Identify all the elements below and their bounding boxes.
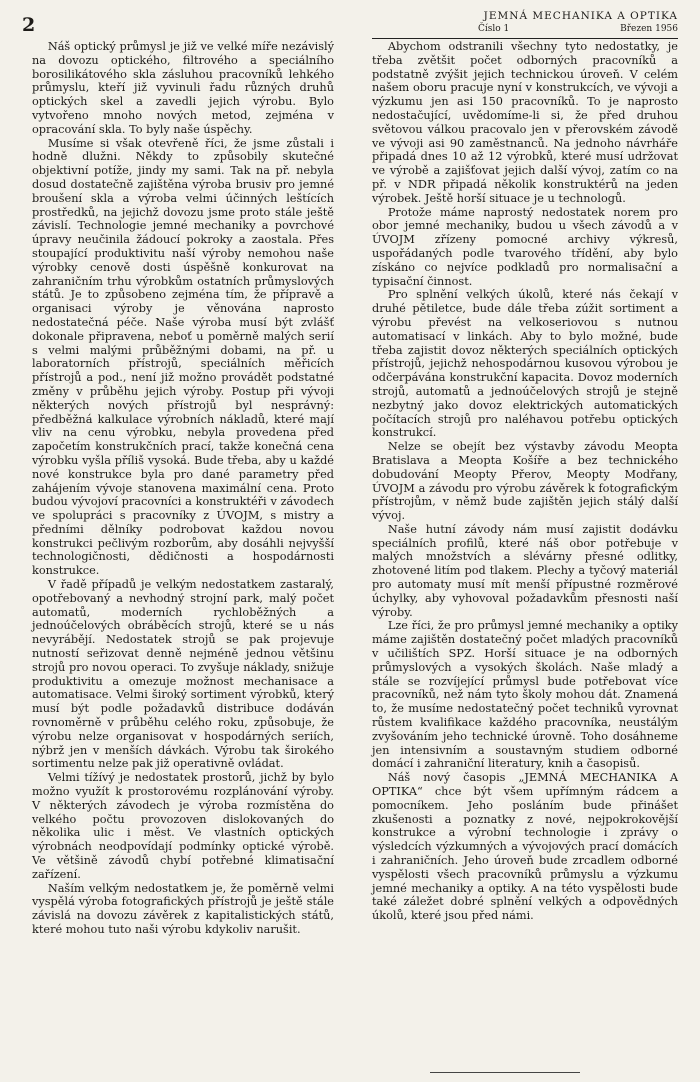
paragraph: Velmi tížívý je nedostatek prostorů, jichž by bylo možno využít k prostorovému rozplánování výroby. V některých závodech je výroba rozmístěna do velkého počtu provozoven dislokovaných do několika ulic i měst. Ve vlastních optických výrobnách neodpovídají podmínky optické výrobě. Ve většině závodů chybí potřebné klimatisační zařízení. xyxy=(32,771,334,881)
paragraph: Naším velkým nedostatkem je, že poměrně velmi vyspělá výroba fotografických přístrojů je ještě stále závislá na dovozu závěrek z kapitalistických států, které mohou tuto naši výrobu kdykoliv narušit. xyxy=(32,881,334,936)
header-rule xyxy=(372,38,678,39)
paragraph: Naše hutní závody nám musí zajistit dodávku speciálních profilů, které náš obor potřebuje v malých množstvích a slévárny přesné odlitky, zhotovené litím pod tlakem. Plechy a tyčový materiál pro automaty musí mít menší přípustné rozměrové úchylky, aby vyhovoval požadavkům přesnosti naší výroby. xyxy=(372,522,678,619)
end-rule xyxy=(430,1072,580,1073)
paragraph: Náš nový časopis „JEMNÁ MECHANIKA A OPTIKA“ chce být všem upřímným rádcem a pomocníkem. Jeho posláním bude přinášet zkušenosti a poznatky z nové, nejpokrokovější konstrukce a výrobní technologie i zprávy o výsledcích výzkumných a vývojových prací domácích i zahraničních. Jeho úroveň bude zrcadlem odborné vyspělosti všech pracovníků průmyslu a výzkumu jemné mechaniky a optiky. A na této vyspělosti bude také záležet dobré splnění velkých a odpovědných úkolů, které jsou před námi. xyxy=(372,771,678,923)
paragraph: Musíme si však otevřeně říci, že jsme zůstali i hodně dlužni. Někdy to způsobily skutečné objektivní potíže, jindy my sami. Tak na př. nebyla dosud dostatečně zajištěna výroba brusiv pro jemné broušení skla a výroba velmi účinných leštících prostředků, na jejichž dovozu jsme proto stále ještě závislí. Technologie jemné mechaniky a povrchové úpravy neučinila žádoucí pokroky a zaostala. Přes stoupající produktivitu naší výroby nemohou naše výrobky cenově dosti úspěšně konkurovat na zahraničním trhu výrobkům ostatních průmyslových států. Je to způsobeno zejména tím, že přípravě a organisaci výroby je věnována naprosto nedostatečná péče. Naše výroba musí být zvlášť dokonale připravena, neboť u poměrně malých serií s velmi malými průběžnými dobami, na př. u laboratorních přístrojů, speciálních měřicích přístrojů a pod., není již možno provádět podstatné změny v průběhu jejich výroby. Postup při vývoji některých nových přístrojů byl nesprávný: předběžná kalkulace výrobních nákladů, které mají vliv na cenu výrobku, nebyla provedena před započetím konstrukčních prací, takže konečná cena výrobku vyšla příliš vysoká. Bude třeba, aby u každé nové konstrukce byla pro dané parametry před zahájením vývoje stanovena maximální cena. Proto budou vývojoví pracovníci a konstruktéři v závodech ve spolupráci s pracovníky z ÚVOJM, s mistry a předními dělníky podrobovat každou novou konstrukci pečlivým rozborům, aby dosáhli nejvyšší technologičnosti, dědičnosti a hospodárnosti konstrukce. xyxy=(32,136,334,578)
issue-date: Březen 1956 xyxy=(620,24,678,34)
paragraph: Pro splnění velkých úkolů, které nás čekají v druhé pětiletce, bude dále třeba zúžit sortiment a výrobu převést na velkoseriovou s nutnou automatisací v linkách. Aby to bylo možné, bude třeba zajistit dovoz některých speciálních optických přístrojů, jejichž nehospodárnou kusovou výrobou je odčerpávána konstrukční kapacita. Dovoz moderních strojů, automatů a jednoúčelových strojů je stejně nezbytný jako dovoz elektrických automatických počítacích strojů pro naléhavou potřebu optických konstrukcí. xyxy=(372,288,678,440)
left-column xyxy=(32,40,334,937)
issue-number: Číslo 1 xyxy=(478,24,510,34)
page-number: 2 xyxy=(22,14,36,36)
paragraph: Nelze se obejít bez výstavby závodu Meopta Bratislava a Meopta Košíře a bez technického dobudování Meopty Přerov, Meopty Modřany, ÚVOJM a závodu pro výrobu závěrek k fotografickým přístrojům, v němž bude zajištěn jejich stálý další vývoj. xyxy=(372,440,678,523)
paragraph: V řadě případů je velkým nedostatkem zastaralý, opotřebovaný a nevhodný strojní park, malý počet automatů, moderních rychloběžných a jednoúčelových obráběcích strojů, které se u nás nevyrábějí. Nedostatek strojů se pak projevuje nutností seřizovat denně nejméně jednou většinu strojů pro novou operaci. To zvyšuje náklady, snižuje produktivitu a omezuje možnost mechanisace a automatisace. Velmi široký sortiment výrobků, který musí být podle požadavků distribuce dodáván rovnoměrně v průběhu celého roku, způsobuje, že výrobu nelze organisovat v hospodárných seriích, nýbrž jen v menších dávkách. Výrobu tak širokého sortimentu nelze pak již operativně ovládat. xyxy=(32,578,334,771)
right-column xyxy=(372,40,678,923)
paragraph: Lze říci, že pro průmysl jemné mechaniky a optiky máme zajištěn dostatečný počet mladých pracovníků v učilištích SPZ. Horší situace je na odborných průmyslových a vysokých školách. Naše mladý a stále se rozvíjející průmysl bude potřebovat více pracovníků, než nám tyto školy mohou dát. Znamená to, že musíme nedostatečný počet techniků vyrovnat růstem kvalifikace každého pracovníka, neustálým zvyšováním jeho technické úrovně. Toho dosáhneme jen intensivním a soustavným studiem odborné domácí i zahraniční literatury, knih a časopisů. xyxy=(372,619,678,771)
paragraph: Abychom odstranili všechny tyto nedostatky, je třeba zvětšit počet odborných pracovníků a podstatně zvýšit jejich technickou úroveň. V celém našem oboru pracuje nyní v konstrukcích, ve vývoji a výzkumu jen asi 150 pracovníků. To je naprosto nedostačující, uvědomíme-li si, že před druhou světovou válkou pracovalo jen v přerovském závodě ve vývoji asi 90 zaměstnanců. Na jednoho návrháře připadá dnes 10 až 12 výrobků, které musí udržovat ve výrobě a zajišťovat jejich další vývoj, zatím co na př. v NDR připadá několik konstruktérů na jeden výrobek. Ještě horší situace je u technologů. xyxy=(372,40,678,205)
paragraph: Protože máme naprostý nedostatek norem pro obor jemné mechaniky, budou u všech závodů a v ÚVOJM zřízeny pomocné archivy výkresů, uspořádaných podle tvarového třídění, aby bylo získáno co nejvíce podkladů pro normalisační a typisační činnost. xyxy=(372,205,678,288)
journal-title: JEMNÁ MECHANIKA A OPTIKA xyxy=(483,10,678,22)
paragraph: Náš optický průmysl je již ve velké míře nezávislý na dovozu optického, filtrového a speciálního borosilikátového skla zásluhou pracovníků lehkého průmyslu, kteří již vyvinuli řadu různých druhů optických skel a zavedli jejich výrobu. Bylo vytvořeno mnoho nových metod, zejména v opracování skla. To byly naše úspěchy. xyxy=(32,40,334,136)
issue-line xyxy=(478,24,678,34)
running-header xyxy=(478,10,678,34)
